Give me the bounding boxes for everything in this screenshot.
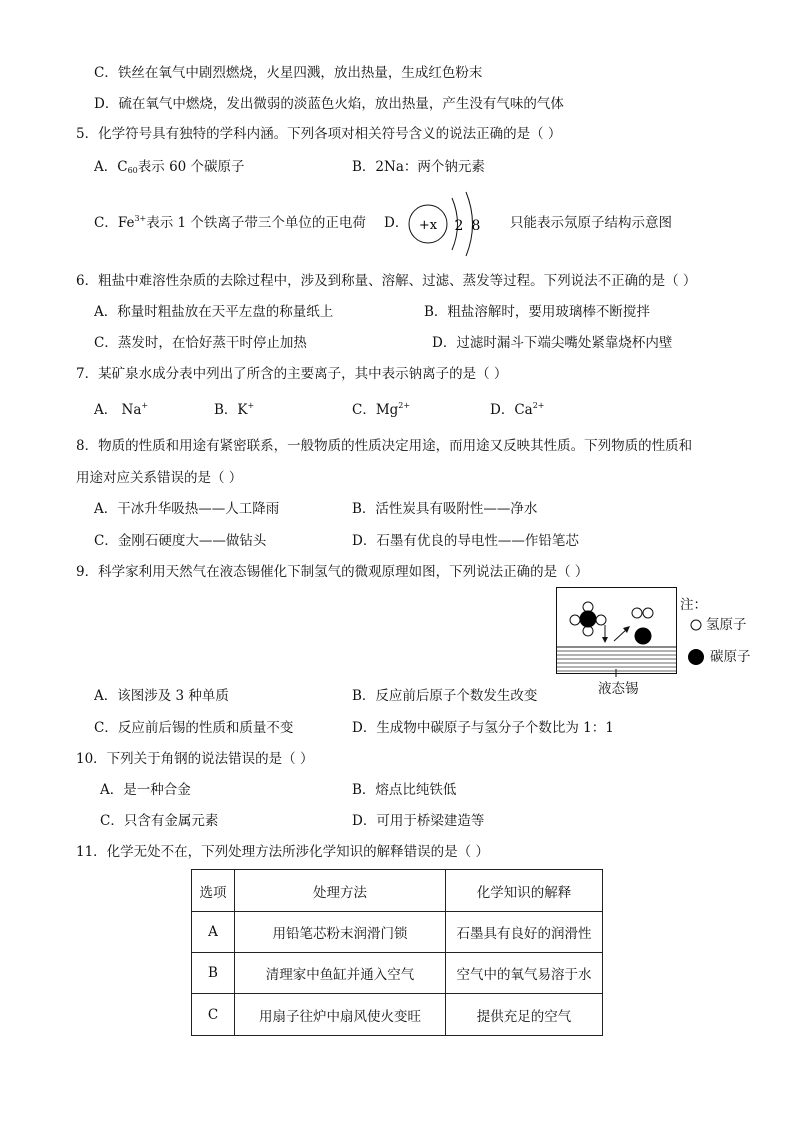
q7-option-d: D．$Ca^{2+}$ [490, 401, 545, 418]
q8-stem-line2: 用途对应关系错误的是（ ） [76, 470, 243, 486]
atom-structure-diagram [400, 186, 510, 262]
q5-option-a: A．$C_{60}$表示 60 个碳原子 [94, 159, 245, 175]
q5-stem: 5．化学符号具有独特的学科内涵。下列各项对相关符号含义的说法正确的是（ ） [76, 126, 562, 142]
hydrogen-atom [570, 615, 580, 625]
q10-option-c: C．只含有金属元素 [100, 813, 219, 829]
nucleus-charge: +x [418, 218, 438, 233]
q5-option-d-text: 只能表示氖原子结构示意图 [510, 215, 672, 231]
q11-stem: 11．化学无处不在，下列处理方法所涉化学知识的解释错误的是（ ） [76, 844, 489, 860]
header-cell: 化学知识的解释 [446, 870, 603, 912]
q9-option-b: B．反应前后原子个数发生改变 [352, 688, 538, 704]
q6-option-b: B．粗盐溶解时，要用玻璃棒不断搅拌 [424, 304, 650, 320]
q8-option-d: D．石墨有优良的导电性——作铅笔芯 [352, 533, 579, 549]
q4-option-d: D．硫在氧气中燃烧，发出微弱的淡蓝色火焰，放出热量，产生没有气味的气体 [94, 96, 564, 112]
q6-option-c: C．蒸发时，在恰好蒸干时停止加热 [94, 335, 307, 351]
header-cell: 选项 [192, 870, 235, 912]
table-row [192, 994, 603, 1036]
q7-option-b: B．K+ [214, 401, 255, 418]
table-cell: 石墨具有良好的润滑性 [446, 912, 603, 953]
q6-stem: 6．粗盐中难溶性杂质的去除过程中，涉及到称量、溶解、过滤、蒸发等过程。下列说法不正确的是（ ） [76, 273, 697, 289]
q11-table [191, 869, 603, 1036]
q9-option-c: C．反应前后锡的性质和质量不变 [94, 720, 294, 736]
q8-stem-line1: 8．物质的性质和用途有紧密联系，一般物质的性质决定用途，而用途又反映其性质。下列物质的性质和 [76, 438, 693, 454]
carbon-atom [580, 611, 597, 628]
q6-option-a: A．称量时粗盐放在天平左盘的称量纸上 [94, 304, 334, 320]
legend-title: 注： [680, 597, 707, 613]
q8-option-a: A．干冰升华吸热——人工降雨 [94, 501, 280, 517]
reaction-diagram [554, 587, 754, 687]
q9-option-a: A．该图涉及 3 种单质 [94, 688, 229, 704]
table-cell: A [192, 912, 235, 953]
table-cell: C [192, 994, 235, 1036]
q5-option-c: C．$Fe^{3+}$表示 1 个铁离子带三个单位的正电荷 [94, 214, 366, 231]
shell1-electrons: 2 [454, 218, 464, 234]
q6-option-d: D．过滤时漏斗下端尖嘴处紧靠烧杯内壁 [432, 335, 673, 351]
q10-option-b: B．熔点比纯铁低 [352, 782, 457, 798]
liquid-tin-label: 液态锡 [598, 681, 639, 697]
table-cell: 用铅笔芯粉末润滑门锁 [235, 912, 446, 953]
hydrogen-atom [632, 608, 642, 618]
table-cell: 提供充足的空气 [446, 994, 603, 1036]
table-row [192, 953, 603, 994]
legend-hydrogen-label: 氢原子 [706, 617, 747, 633]
q10-option-a: A．是一种合金 [100, 782, 191, 798]
table-header-row [192, 870, 603, 912]
hydrogen-atom [643, 608, 653, 618]
q9-option-d: D．生成物中碳原子与氢分子个数比为 1：1 [352, 720, 614, 736]
table-cell: 清理家中鱼缸并通入空气 [235, 953, 446, 994]
q7-option-a: A． Na+ [94, 401, 149, 418]
legend-hydrogen-icon [691, 620, 701, 630]
header-cell: 处理方法 [235, 870, 446, 912]
q10-stem: 10．下列关于角钢的说法错误的是（ ） [76, 751, 314, 767]
carbon-atom [635, 628, 652, 645]
q8-option-c: C．金刚石硬度大——做钻头 [94, 533, 267, 549]
table-row [192, 912, 603, 953]
q4-option-c: C．铁丝在氧气中剧烈燃烧，火星四溅，放出热量，生成红色粉末 [94, 65, 483, 81]
table-cell: B [192, 953, 235, 994]
q7-option-c: C．$Mg^{2+}$ [352, 401, 411, 418]
hydrogen-atom [596, 615, 606, 625]
shell2-electrons: 8 [471, 218, 481, 234]
table-cell: 空气中的氧气易溶于水 [446, 953, 603, 994]
legend-carbon-label: 碳原子 [710, 649, 751, 665]
q9-stem: 9．科学家利用天然气在液态锡催化下制氢气的微观原理如图，下列说法正确的是（ ） [76, 564, 589, 580]
table-cell: 用扇子往炉中扇风使火变旺 [235, 994, 446, 1036]
q5-option-b: B．2Na：两个钠元素 [352, 159, 485, 175]
q8-option-b: B．活性炭具有吸附性——净水 [352, 501, 538, 517]
q10-option-d: D．可用于桥梁建造等 [352, 813, 485, 829]
q7-stem: 7．某矿泉水成分表中列出了所含的主要离子，其中表示钠离子的是（ ） [76, 366, 508, 382]
q5-option-d-label: D． [384, 215, 409, 231]
legend-carbon-icon [688, 649, 704, 665]
